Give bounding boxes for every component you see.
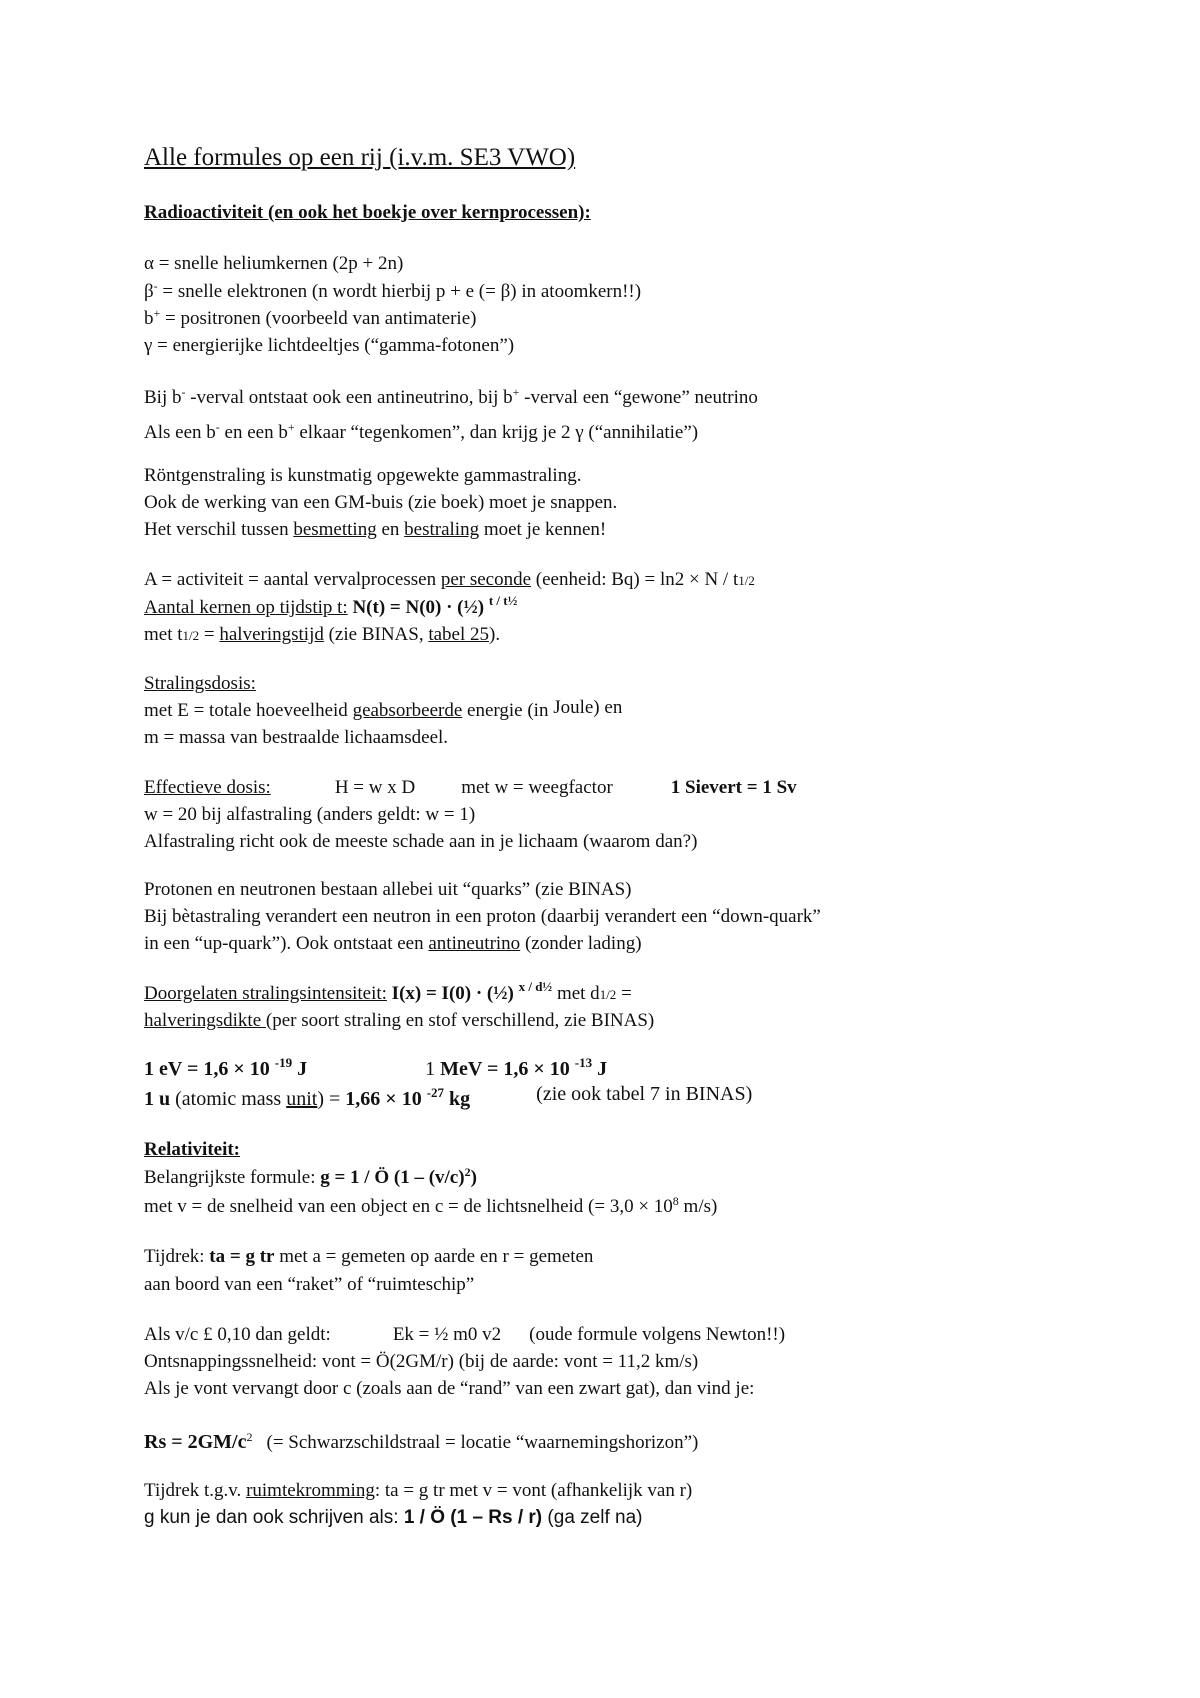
laatste-formule-line: g kun je dan ook schrijven als: 1 / Ö (1 – Rs / r) (ga zelf na) xyxy=(144,1507,643,1528)
gamma-line: γ = energierijke lichtdeeltjes (“gamma-fotonen”) xyxy=(144,335,515,356)
kernen-formula-line: Aantal kernen op tijdstip t: N(t) = N(0) · (½) $^{t / t\frac{1}{2}}$ xyxy=(144,593,518,618)
belangrijkste-formule-line: Belangrijkste formule: g = 1 / Ö $(1 - (v/c)^2)$ xyxy=(144,1165,477,1188)
alpha-line: α = snelle heliumkernen (2p + 2n) xyxy=(144,253,404,274)
tijdrek-line: Tijdrek: ta = g tr met a = gemeten op aarde en r = gemeten xyxy=(144,1246,594,1267)
stralingsdosis-heading: Stralingsdosis: xyxy=(144,673,256,694)
page-title: Alle formules op een rij (i.v.m. SE3 VWO) xyxy=(144,144,576,171)
dosis-energie-line: met E = totale hoeveelheid geabsorbeerde energie (in Joule) en xyxy=(144,697,623,721)
gm-buis-line: Ook de werking van een GM-buis (zie boek) moet je snappen. xyxy=(144,492,618,513)
antineutrino-line: Bij b- -verval ontstaat ook een antineutrino, bij b+ -verval een “gewone” neutrino xyxy=(144,385,758,408)
quarks-line-2: Bij bètastraling verandert een neutron in een proton (daarbij verandert een “down-quark” xyxy=(144,906,821,927)
annihilatie-line: Als een b- en een b+ elkaar “tegenkomen”, dan krijg je 2 γ (“annihilatie”) xyxy=(144,420,699,443)
verschil-line: Het verschil tussen besmetting en bestraling moet je kennen! xyxy=(144,519,607,540)
beta-minus-line: β- = snelle elektronen (n wordt hierbij p + e (= β) in atoomkern!!) xyxy=(144,279,642,302)
kinetische-energie-line: Als v/c £ 0,10 dan geldt: Ek = ½ m0 v2 (oude formule volgens Newton!!) xyxy=(144,1324,786,1345)
weegfactor-line: w = 20 bij alfastraling (anders geldt: w = 1) xyxy=(144,804,476,825)
lichtsnelheid-line: met v = de snelheid van een object en c = de lichtsnelheid (= $3,0 \times 10^8$ m/s) xyxy=(144,1194,718,1217)
quarks-line-1: Protonen en neutronen bestaan allebei uit “quarks” (zie BINAS) xyxy=(144,879,632,900)
ruimtekromming-line: Tijdrek t.g.v. ruimtekromming: ta = g tr met v = vont (afhankelijk van r) xyxy=(144,1480,693,1501)
ev-line: 1 eV = 1,6 × 10 $^{-19}$ J 1 MeV = 1,6 × 10 $^{-13}$ J xyxy=(144,1055,608,1080)
zwart-gat-line: Als je vont vervangt door c (zoals aan de “rand” van een zwart gat), dan vind je: xyxy=(144,1378,755,1399)
section-heading-radioactiviteit: Radioactiviteit (en ook het boekje over kernprocessen): xyxy=(144,202,591,223)
ontsnappingssnelheid-line: Ontsnappingssnelheid: vont = Ö(2GM/r) (bij de aarde: vont = 11,2 km/s) xyxy=(144,1351,699,1372)
halveringstijd-line: met t1/2 = halveringstijd (zie BINAS, tabel 25). xyxy=(144,624,501,645)
rontgen-line: Röntgenstraling is kunstmatig opgewekte gammastraling. xyxy=(144,465,582,486)
alfa-schade-line: Alfastraling richt ook de meeste schade aan in je lichaam (waarom dan?) xyxy=(144,831,698,852)
beta-plus-line: b+ = positronen (voorbeeld van antimaterie) xyxy=(144,306,477,329)
doorgelaten-line: Doorgelaten stralingsintensiteit: I(x) = I(0) · (½) $^{x / d\frac{1}{2}}$ met d1/2 = xyxy=(144,979,632,1004)
halveringsdikte-line: halveringsdikte (per soort straling en stof verschillend, zie BINAS) xyxy=(144,1010,655,1031)
section-heading-relativiteit: Relativiteit: xyxy=(144,1139,241,1160)
quarks-line-3: in een “up-quark”). Ook ontstaat een antineutrino (zonder lading) xyxy=(144,933,642,954)
atomic-mass-line: 1 u (atomic mass unit) = 1,66 × 10 $^{-27}$ kg (zie ook tabel 7 in BINAS) xyxy=(144,1083,753,1110)
activiteit-line: A = activiteit = aantal vervalprocessen per seconde (eenheid: Bq) = ln2 × N / t1/2 xyxy=(144,569,755,590)
tijdrek-line-2: aan boord van een “raket” of “ruimteschip” xyxy=(144,1274,475,1295)
effectieve-dosis-line: Effectieve dosis: H = w x D met w = weegfactor 1 Sievert = 1 Sv xyxy=(144,777,797,798)
schwarzschild-line: $Rs = 2GM/c^2$ (= Schwarzschildstraal = locatie “waarnemingshorizon”) xyxy=(144,1430,699,1453)
dosis-massa-line: m = massa van bestraalde lichaamsdeel. xyxy=(144,727,449,748)
